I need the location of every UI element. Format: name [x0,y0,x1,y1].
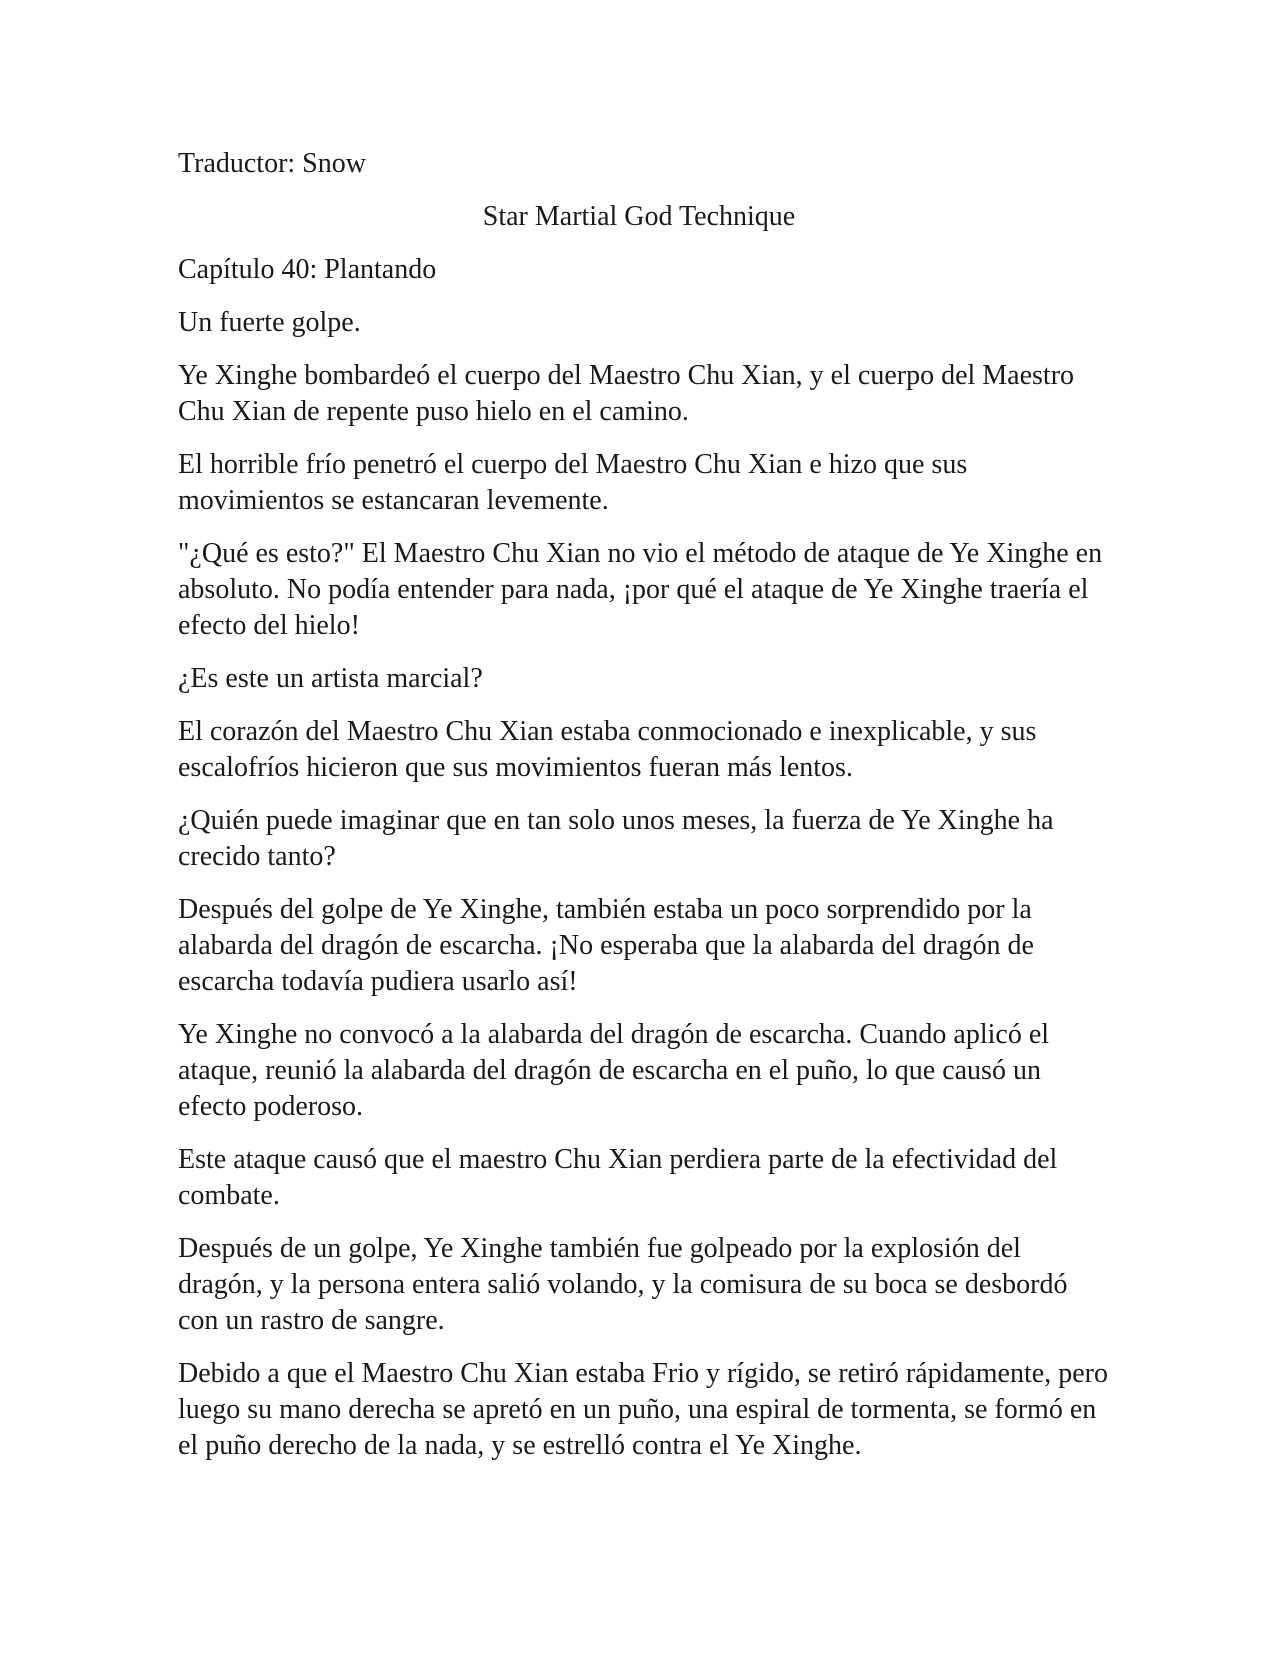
paragraph: Después del golpe de Ye Xinghe, también estaba un poco sorprendido por la alabarda del dragón de escarcha. ¡No esperaba que la alabarda del dragón de escarcha todavía pudiera usarlo así! [178,894,1034,997]
paragraph: Después de un golpe, Ye Xinghe también fue golpeado por la explosión del dragón, y la persona entera salió volando, y la comisura de su boca se desbordó con un rastro de sangre. [178,1233,1068,1336]
chapter-heading: Capítulo 40: Plantando [178,254,437,285]
paragraph: Un fuerte golpe. [178,307,361,338]
paragraph: Ye Xinghe bombardeó el cuerpo del Maestro Chu Xian, y el cuerpo del Maestro Chu Xian de repente puso hielo en el camino. [178,360,1075,427]
translator-credit: Traductor: Snow [178,148,366,179]
paragraph: El horrible frío penetró el cuerpo del Maestro Chu Xian e hizo que sus movimientos se estancaran levemente. [178,449,968,516]
paragraph: Ye Xinghe no convocó a la alabarda del dragón de escarcha. Cuando aplicó el ataque, reunió la alabarda del dragón de escarcha en el puño, lo que causó un efecto poderoso. [178,1019,1050,1122]
paragraph: ¿Quién puede imaginar que en tan solo unos meses, la fuerza de Ye Xinghe ha crecido tanto? [178,805,1054,872]
paragraph: ¿Es este un artista marcial? [178,663,483,694]
paragraph: Debido a que el Maestro Chu Xian estaba Frio y rígido, se retiró rápidamente, pero luego su mano derecha se apretó en un puño, una espiral de tormenta, se formó en el puño derecho de la nada, y se estrelló contra el Ye Xinghe. [178,1358,1108,1461]
book-title: Star Martial God Technique [482,201,796,232]
paragraph: Este ataque causó que el maestro Chu Xian perdiera parte de la efectividad del combate. [178,1144,1058,1211]
paragraph: "¿Qué es esto?" El Maestro Chu Xian no vio el método de ataque de Ye Xinghe en absoluto. No podía entender para nada, ¡por qué el ataque de Ye Xinghe traería el efecto del hielo! [178,538,1103,641]
document-body [178,146,1108,1481]
paragraph: El corazón del Maestro Chu Xian estaba conmocionado e inexplicable, y sus escalofríos hicieron que sus movimientos fueran más lentos. [178,716,1037,783]
